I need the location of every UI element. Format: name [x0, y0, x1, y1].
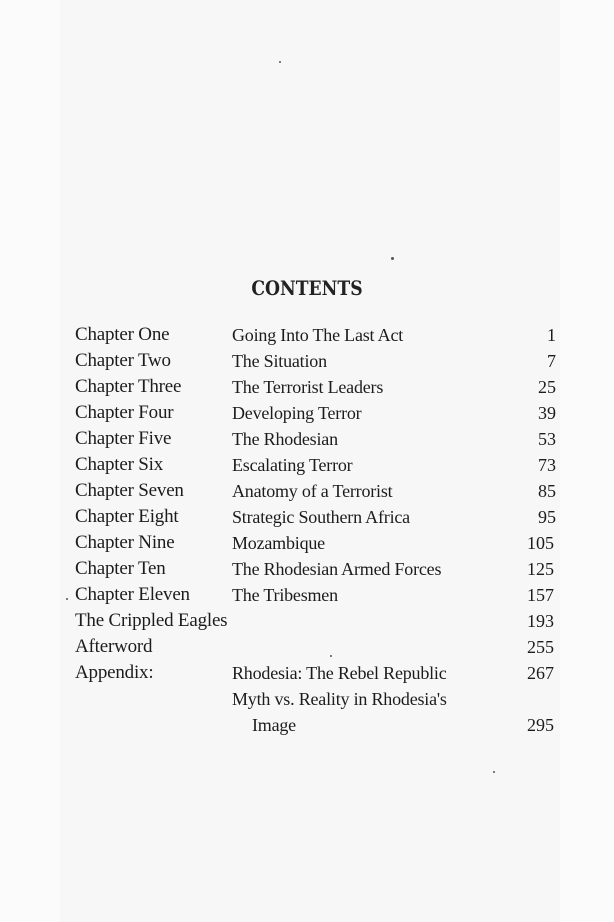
toc-row	[0, 504, 614, 530]
chapter-label: Chapter Ten	[75, 558, 166, 579]
toc-row	[0, 634, 614, 660]
chapter-label: Chapter Five	[75, 428, 172, 449]
page-number: 125	[527, 559, 554, 579]
chapter-title: Strategic Southern Africa	[232, 507, 410, 527]
chapter-title: The Situation	[232, 351, 327, 371]
appendix-label: Appendix:	[75, 662, 154, 683]
toc-row	[0, 348, 614, 374]
section-title: The Crippled Eagles	[75, 610, 228, 631]
chapter-title: The Terrorist Leaders	[232, 377, 384, 397]
chapter-label: Chapter Six	[75, 454, 164, 475]
page-number: 25	[538, 377, 556, 397]
appendix-title: Myth vs. Reality in Rhodesia's	[232, 689, 447, 709]
page-number: 105	[527, 533, 554, 553]
chapter-title: Anatomy of a Terrorist	[232, 481, 393, 501]
chapter-title: Developing Terror	[232, 403, 362, 423]
toc-row	[0, 322, 614, 348]
toc-row	[0, 582, 614, 608]
toc-row	[0, 608, 614, 634]
chapter-label: Chapter Nine	[75, 532, 175, 553]
page-number: 85	[538, 481, 556, 501]
page-number: 53	[538, 429, 556, 449]
chapter-title: The Rhodesian Armed Forces	[232, 559, 442, 579]
chapter-label: Chapter Eight	[75, 506, 179, 527]
page-number: 95	[538, 507, 556, 527]
chapter-label: Chapter Eleven	[75, 584, 190, 605]
page-number: 7	[547, 351, 556, 371]
chapter-label: Chapter Seven	[75, 480, 184, 501]
chapter-label: Chapter Three	[75, 376, 182, 397]
chapter-label: Chapter Four	[75, 402, 174, 423]
appendix-title: Rhodesia: The Rebel Republic	[232, 663, 447, 683]
chapter-title: Mozambique	[232, 533, 325, 553]
page-number: 267	[527, 663, 554, 683]
chapter-label: Chapter Two	[75, 350, 171, 371]
toc-row	[0, 556, 614, 582]
page-number: 255	[527, 637, 554, 657]
toc-row	[0, 712, 614, 738]
contents-heading: CONTENTS	[251, 276, 363, 300]
toc-row	[0, 660, 614, 686]
toc-row	[0, 452, 614, 478]
toc-row	[0, 426, 614, 452]
chapter-title: The Rhodesian	[232, 429, 338, 449]
toc-row	[0, 478, 614, 504]
page-number: 73	[538, 455, 556, 475]
chapter-title: The Tribesmen	[232, 585, 338, 605]
appendix-title-continued: Image	[252, 715, 296, 735]
page-number: 295	[527, 715, 554, 735]
chapter-label: Chapter One	[75, 324, 170, 345]
toc-row	[0, 530, 614, 556]
toc-row	[0, 374, 614, 400]
chapter-title: Going Into The Last Act	[232, 325, 404, 345]
page-number: 193	[527, 611, 554, 631]
section-title: Afterword	[75, 636, 153, 657]
page-number: 39	[538, 403, 556, 423]
page-number: 1	[547, 325, 556, 345]
chapter-title: Escalating Terror	[232, 455, 353, 475]
toc-row	[0, 400, 614, 426]
toc-row	[0, 686, 614, 712]
page-number: 157	[527, 585, 554, 605]
